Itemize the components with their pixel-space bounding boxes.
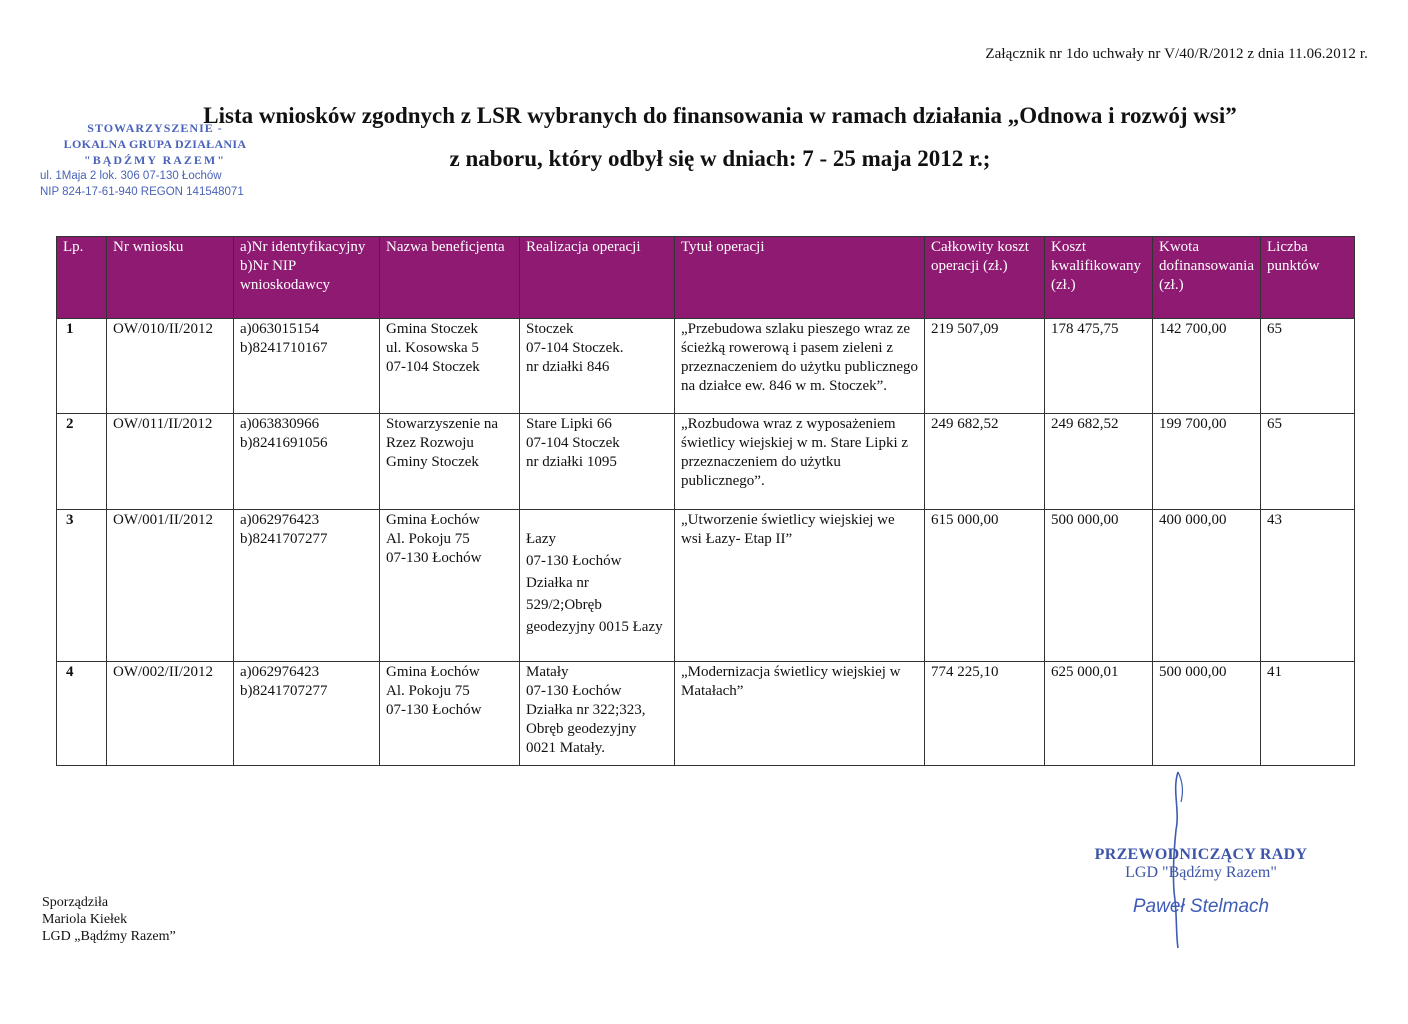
annex-reference: Załącznik nr 1do uchwały nr V/40/R/2012 z dnia 11.06.2012 r. — [985, 46, 1368, 62]
cell-funding-amount: 500 000,00 — [1153, 662, 1261, 766]
table-row — [57, 319, 1355, 414]
cell-identifiers: a)063830966 b)8241691056 — [234, 414, 380, 510]
cell-application-number: OW/002/II/2012 — [107, 662, 234, 766]
cell-funding-amount: 199 700,00 — [1153, 414, 1261, 510]
stamp-line: LOKALNA GRUPA DZIAŁANIA — [63, 137, 247, 151]
cell-application-number: OW/011/II/2012 — [107, 414, 234, 510]
stamp-registration: NIP 824-17-61-940 REGON 141548071 — [40, 186, 244, 198]
cell-location: Matały 07-130 Łochów Działka nr 322;323, Obręb geodezyjny 0021 Matały. — [520, 662, 675, 766]
table-row — [57, 662, 1355, 766]
cell-beneficiary: Gmina Łochów Al. Pokoju 75 07-130 Łochów — [380, 662, 520, 766]
cell-total-cost: 774 225,10 — [925, 662, 1045, 766]
cell-application-number: OW/001/II/2012 — [107, 510, 234, 662]
cell-location: Łazy 07-130 Łochów Działka nr 529/2;Obręb geodezyjny 0015 Łazy — [520, 510, 675, 662]
cell-funding-amount: 142 700,00 — [1153, 319, 1261, 414]
cell-identifiers: a)062976423 b)8241707277 — [234, 510, 380, 662]
cell-lp: 4 — [57, 662, 107, 766]
cell-operation-title: „Modernizacja świetlicy wiejskiej w Matałach” — [675, 662, 925, 766]
prepared-by-label: Sporządziła — [42, 895, 109, 910]
document-title: Lista wniosków zgodnych z LSR wybranych do finansowania w ramach działania „Odnowa i rozwój wsi” — [203, 103, 1237, 128]
cell-points: 65 — [1261, 319, 1355, 414]
chairman-organization: LGD "Bądźmy Razem" — [1125, 864, 1277, 881]
cell-eligible-cost: 500 000,00 — [1045, 510, 1153, 662]
cell-beneficiary: Stowarzyszenie na Rzez Rozwoju Gminy Stoczek — [380, 414, 520, 510]
column-header: Realizacja operacji — [520, 237, 675, 319]
prepared-by — [42, 894, 176, 945]
column-header: Liczba punktów — [1261, 237, 1355, 319]
cell-points: 41 — [1261, 662, 1355, 766]
stamp-line: "BĄDŹMY RAZEM" — [84, 153, 226, 167]
document-subtitle: z naboru, który odbył się w dniach: 7 - 25 maja 2012 r.; — [449, 146, 991, 171]
table-row — [57, 510, 1355, 662]
chairman-signature-block — [1086, 846, 1316, 918]
cell-operation-title: „Przebudowa szlaku pieszego wraz ze ścieżką rowerową i pasem zieleni z przeznaczeniem do użytku publicznego na działce ew. 846 w m. Stoczek”. — [675, 319, 925, 414]
cell-total-cost: 249 682,52 — [925, 414, 1045, 510]
applications-table — [56, 236, 1355, 766]
column-header: Nr wniosku — [107, 237, 234, 319]
cell-lp: 2 — [57, 414, 107, 510]
cell-lp: 3 — [57, 510, 107, 662]
column-header: Koszt kwalifikowany (zł.) — [1045, 237, 1153, 319]
cell-funding-amount: 400 000,00 — [1153, 510, 1261, 662]
chairman-role: PRZEWODNICZĄCY RADY — [1094, 846, 1308, 863]
cell-eligible-cost: 625 000,01 — [1045, 662, 1153, 766]
cell-total-cost: 615 000,00 — [925, 510, 1045, 662]
prepared-by-org: LGD „Bądźmy Razem” — [42, 929, 176, 944]
cell-beneficiary: Gmina Łochów Al. Pokoju 75 07-130 Łochów — [380, 510, 520, 662]
stamp-line: STOWARZYSZENIE - — [87, 121, 223, 135]
cell-location: Stoczek 07-104 Stoczek. nr działki 846 — [520, 319, 675, 414]
column-header: Całkowity koszt operacji (zł.) — [925, 237, 1045, 319]
cell-application-number: OW/010/II/2012 — [107, 319, 234, 414]
column-header: Tytuł operacji — [675, 237, 925, 319]
cell-identifiers: a)062976423 b)8241707277 — [234, 662, 380, 766]
cell-lp: 1 — [57, 319, 107, 414]
column-header: Nazwa beneficjenta — [380, 237, 520, 319]
table-row — [57, 414, 1355, 510]
cell-eligible-cost: 249 682,52 — [1045, 414, 1153, 510]
cell-beneficiary: Gmina Stoczek ul. Kosowska 5 07-104 Stoczek — [380, 319, 520, 414]
cell-eligible-cost: 178 475,75 — [1045, 319, 1153, 414]
prepared-by-name: Mariola Kiełek — [42, 912, 128, 927]
cell-points: 43 — [1261, 510, 1355, 662]
cell-identifiers: a)063015154 b)8241710167 — [234, 319, 380, 414]
table-header-row — [57, 237, 1355, 319]
cell-total-cost: 219 507,09 — [925, 319, 1045, 414]
stamp-address: ul. 1Maja 2 lok. 306 07-130 Łochów — [40, 170, 222, 182]
cell-operation-title: „Rozbudowa wraz z wyposażeniem świetlicy wiejskiej w m. Stare Lipki z przeznaczeniem do użytku publicznego”. — [675, 414, 925, 510]
column-header: Lp. — [57, 237, 107, 319]
column-header: Kwota dofinansowania (zł.) — [1153, 237, 1261, 319]
cell-operation-title: „Utworzenie świetlicy wiejskiej we wsi Łazy- Etap II” — [675, 510, 925, 662]
cell-points: 65 — [1261, 414, 1355, 510]
chairman-name: Paweł Stelmach — [1132, 896, 1270, 917]
column-header: a)Nr identyfikacyjny b)Nr NIP wnioskodawcy — [234, 237, 380, 319]
cell-location: Stare Lipki 66 07-104 Stoczek nr działki 1095 — [520, 414, 675, 510]
